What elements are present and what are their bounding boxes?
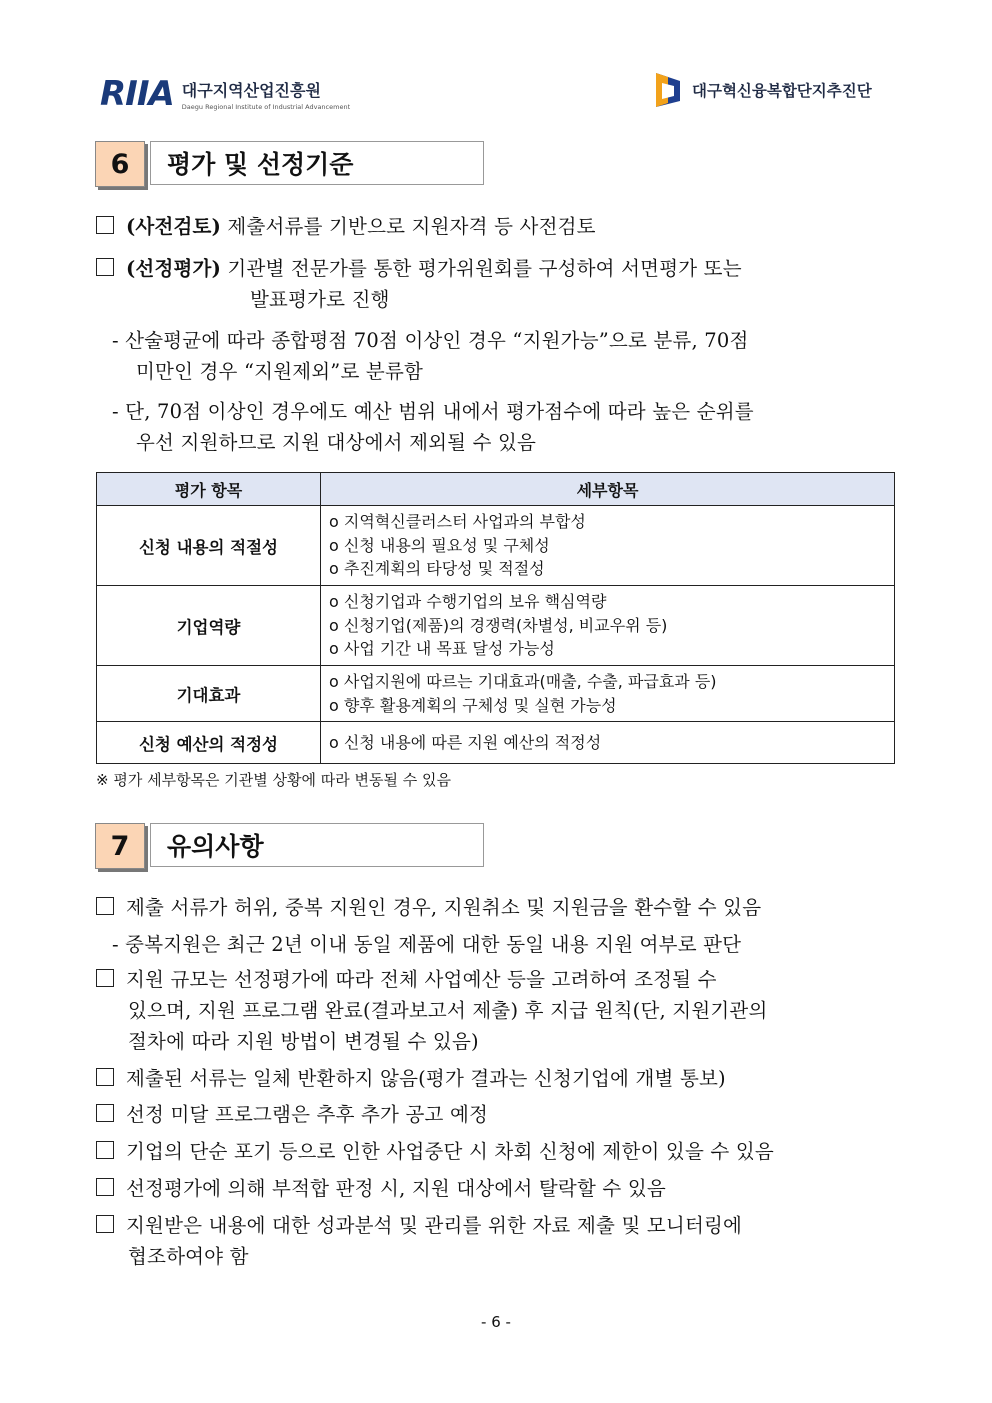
section-7-item-cont: 있으며, 지원 프로그램 완료(결과보고서 제출) 후 지급 원칙(단, 지원기관의 [128,999,768,1022]
innovation-complex-logo [652,70,872,110]
section-7-item: 선정평가에 의해 부적합 판정 시, 지원 대상에서 탈락할 수 있음 [96,1173,666,1204]
riia-logo [100,72,350,116]
section-7-item: 지원받은 내용에 대한 성과분석 및 관리를 위한 자료 제출 및 모니터링에 [96,1210,742,1241]
section-6-item-2-cont: 발표평가로 진행 [250,288,390,311]
section-7-item: 제출된 서류는 일체 반환하지 않음(평가 결과는 신청기업에 개별 통보) [96,1063,726,1094]
table-cell-category: 신청 예산의 적정성 [97,722,321,764]
section-7-item: 선정 미달 프로그램은 추후 추가 공고 예정 [96,1099,488,1130]
section-6-title: 평가 및 선정기준 [150,141,484,185]
innovation-complex-logo-name: 대구혁신융복합단지추진단 [692,82,872,100]
table-header-details: 세부항목 [321,473,895,506]
riia-logo-en: Daegu Regional Institute of Industrial Advancement [181,102,351,111]
section-7-item-cont: 협조하여야 함 [128,1245,249,1268]
checkbox-square-icon [96,1104,114,1122]
checkbox-square-icon [96,1068,114,1086]
checkbox-square-icon [96,969,114,987]
section-6-dash-2: - 단, 70점 이상인 경우에도 예산 범위 내에서 평가점수에 따라 높은 순위를 [112,400,754,423]
section-6-dash-1: - 산술평균에 따라 종합평점 70점 이상인 경우 “지원가능”으로 분류, 70점 [112,329,749,352]
innovation-complex-logo-icon [652,71,684,109]
checkbox-square-icon [96,1215,114,1233]
table-cell-category: 기업역량 [97,586,321,666]
checkbox-square-icon [96,1141,114,1159]
table-header-category: 평가 항목 [97,473,321,506]
section-6-item-1: (사전검토) 제출서류를 기반으로 지원자격 등 사전검토 [96,211,596,242]
riia-logo-mark: RIIA [100,74,174,114]
table-cell-details: o 사업지원에 따르는 기대효과(매출, 수출, 파급효과 등) o 향후 활용계획의 구체성 및 실현 가능성 [321,666,895,722]
section-6-number: 6 [95,141,145,187]
section-7-item-cont: 절차에 따라 지원 방법이 변경될 수 있음) [128,1030,479,1053]
section-7-item: 지원 규모는 선정평가에 따라 전체 사업예산 등을 고려하여 조정될 수 [96,964,717,995]
checkbox-square-icon [96,1178,114,1196]
section-7-number: 7 [95,823,145,869]
riia-logo-name: 대구지역산업진흥원 [181,80,321,100]
table-cell-details: o 신청 내용에 따른 지원 예산의 적정성 [321,722,895,764]
table-row [97,722,895,764]
section-6-dash-2-cont: 우선 지원하므로 지원 대상에서 제외될 수 있음 [136,431,537,454]
table-cell-details: o 지역혁신클러스터 사업과의 부합성 o 신청 내용의 필요성 및 구체성 o 추진계획의 타당성 및 적절성 [321,506,895,586]
table-row [97,666,895,722]
table-cell-details: o 신청기업과 수행기업의 보유 핵심역량 o 신청기업(제품)의 경쟁력(차별성, 비교우위 등) o 사업 기간 내 목표 달성 가능성 [321,586,895,666]
table-header-row [97,473,895,506]
evaluation-criteria-table [96,472,895,764]
checkbox-square-icon [96,216,114,234]
page-number: - 6 - [481,1313,511,1331]
table-cell-category: 기대효과 [97,666,321,722]
section-7-item: 제출 서류가 허위, 중복 지원인 경우, 지원취소 및 지원금을 환수할 수 있음 [96,892,761,923]
table-footnote: ※ 평가 세부항목은 기관별 상황에 따라 변동될 수 있음 [96,771,452,789]
checkbox-square-icon [96,258,114,276]
table-cell-category: 신청 내용의 적절성 [97,506,321,586]
section-6-item-2: (선정평가) 기관별 전문가를 통한 평가위원회를 구성하여 서면평가 또는 [96,253,896,284]
table-row [97,586,895,666]
table-row [97,506,895,586]
section-6-dash-1-cont: 미만인 경우 “지원제외”로 분류함 [136,360,424,383]
section-7-dash: - 중복지원은 최근 2년 이내 동일 제품에 대한 동일 내용 지원 여부로 판단 [112,933,742,956]
section-7-item: 기업의 단순 포기 등으로 인한 사업중단 시 차회 신청에 제한이 있을 수 있음 [96,1136,774,1167]
checkbox-square-icon [96,897,114,915]
section-7-title: 유의사항 [150,823,484,867]
